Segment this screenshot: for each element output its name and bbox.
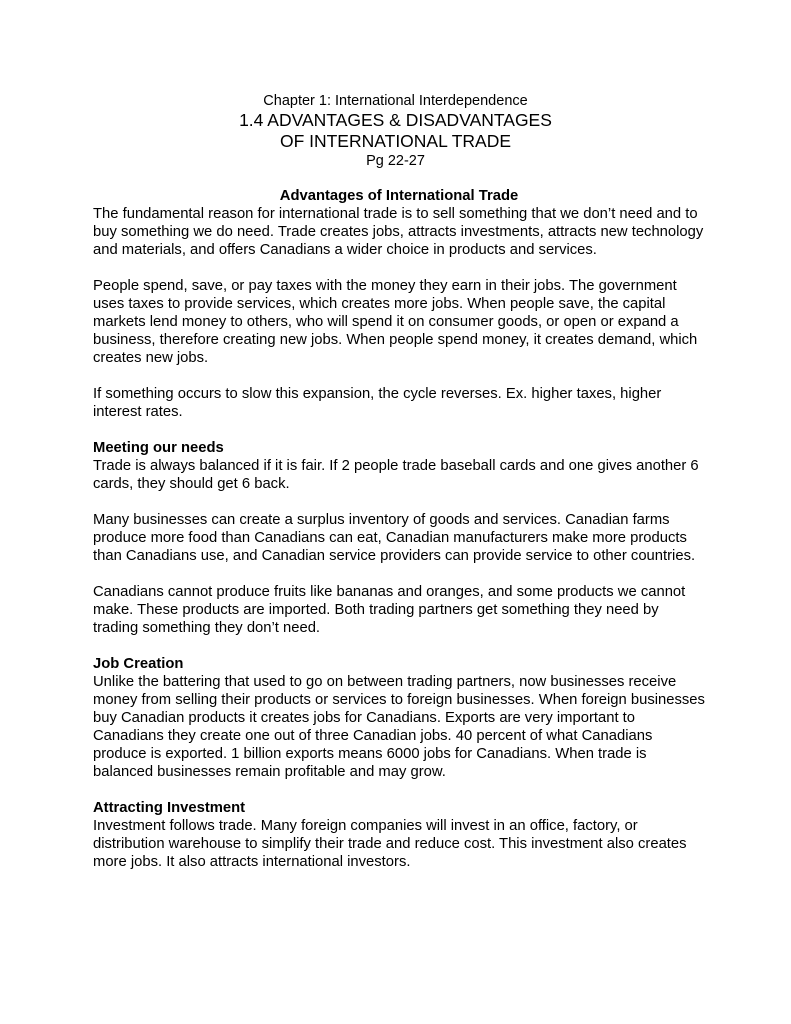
jobs-heading: Job Creation — [93, 656, 184, 672]
needs-paragraph-1: Trade is always balanced if it is fair. If 2 people trade baseball cards and one gives another 6 cards, they should get 6 back. — [93, 458, 699, 492]
page-range: Pg 22-27 — [366, 153, 425, 169]
needs-paragraph-3: Canadians cannot produce fruits like bananas and oranges, and some products we cannot make. These products are imported. Both trading partners get something they need by trading something they don’t need. — [93, 584, 686, 636]
title-line-1: 1.4 ADVANTAGES & DISADVANTAGES — [239, 110, 552, 130]
advantages-heading: Advantages of International Trade — [279, 188, 519, 204]
needs-paragraph-2: Many businesses can create a surplus inventory of goods and services. Canadian farms produce more food than Canadians can eat, Canadian manufacturers make more products than Canadians use, and Canadian service providers can provide service to other countries. — [93, 512, 696, 564]
investment-heading: Attracting Investment — [93, 800, 246, 816]
jobs-paragraph-1: Unlike the battering that used to go on between trading partners, now businesses receive money from selling their products or services to foreign businesses. When foreign businesses buy Canadian products it creates jobs for Canadians. Exports are very important to Canadians they create one out of three Canadian jobs. 40 percent of what Canadians produce is exported. 1 billion exports means 6000 jobs for Canadians. When trade is balanced businesses remain profitable and may grow. — [93, 674, 705, 780]
document-header — [0, 92, 791, 170]
advantages-paragraph-2: People spend, save, or pay taxes with the money they earn in their jobs. The government uses taxes to provide services, which creates more jobs. When people save, the capital markets lend money to others, who will spend it on consumer goods, or open or expand a business, therefore creating new jobs. When people spend money, it creates demand, which creates new jobs. — [93, 278, 698, 366]
document-body — [93, 187, 705, 889]
advantages-paragraph-1: The fundamental reason for international trade is to sell something that we don’t need and to buy something we do need. Trade creates jobs, attracts investments, attracts new technology and materials, and offers Canadians a wider choice in products and services. — [93, 206, 704, 258]
investment-paragraph-1: Investment follows trade. Many foreign companies will invest in an office, factory, or distribution warehouse to simplify their trade and reduce cost. This investment also creates more jobs. It also attracts international investors. — [93, 818, 687, 870]
needs-heading: Meeting our needs — [93, 440, 224, 456]
title-line-2: OF INTERNATIONAL TRADE — [279, 131, 512, 151]
chapter-label: Chapter 1: International Interdependence — [263, 93, 528, 109]
advantages-paragraph-3: If something occurs to slow this expansion, the cycle reverses. Ex. higher taxes, higher interest rates. — [93, 386, 662, 420]
